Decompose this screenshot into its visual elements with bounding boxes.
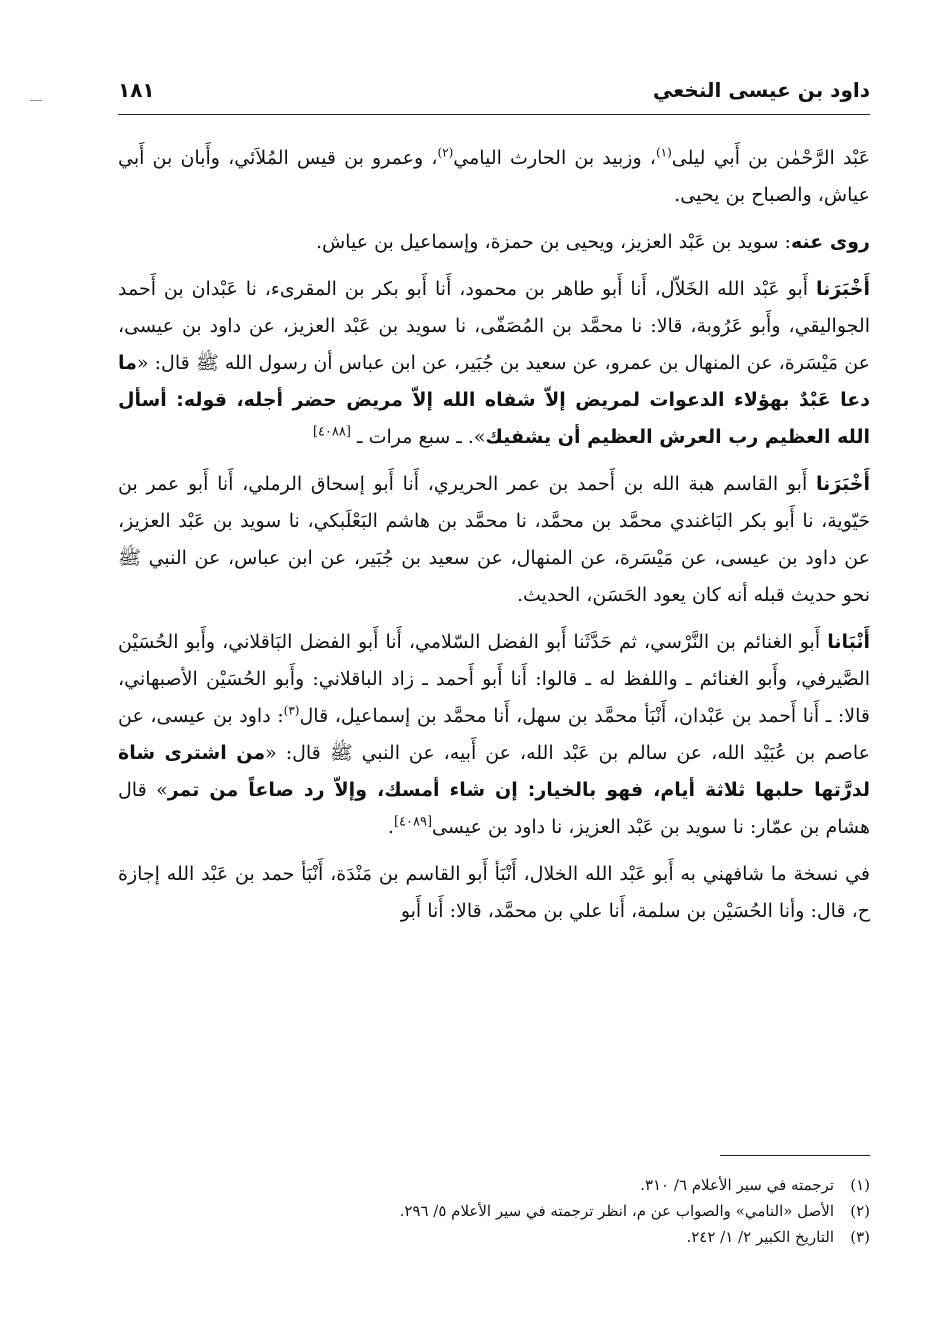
header-rule <box>118 114 870 115</box>
paragraph-hadith-1 <box>118 271 870 456</box>
footnote-rule <box>720 1155 870 1156</box>
paragraph-text: أَبو القاسم هبة الله بن أَحمد بن عمر الحريري، أَنا أَبو إسحاق الرملي، أَنا أَبو عمر بن حَيّوية، نا أَبو بكر البَاغندي محمَّد بن محمَّد، نا محمَّد بن هاشم البَعْلَبكي، نا سويد بن عَبْد العزيز، عن داود بن عيسى، عن مَيْسَرة، عن المنهال، عن سعيد بن جُبَير، عن ابن عباس، عن النبي ﷺ نحو حديث قبله أنه كان يعود الحَسَن، الحديث. <box>118 473 870 606</box>
footnote-1 <box>300 1172 870 1198</box>
hadith-text: من اشترى شاة لدرَّتها حلبها ثلاثة أيام، فهو بالخيار: إن شاء أمسك، وإلاّ رد صاعاً من تمر <box>118 742 870 801</box>
paragraph-students <box>118 224 870 261</box>
footnotes <box>300 1172 870 1250</box>
paragraph-lead: أَخْبَرَنا <box>815 278 870 300</box>
footnote-text: التاريخ الكبير ٢/ ١/ ٢٤٢. <box>686 1228 834 1246</box>
paragraph-hadith-2 <box>118 466 870 614</box>
footnote-number: (٢) <box>850 1202 870 1220</box>
footnote-2 <box>300 1198 870 1224</box>
paragraph-text: في نسخة ما شافهني به أَبو عَبْد الله الخلال، أَنْبَأ أَبو القاسم بن مَنْدَة، أَنْبَأ حمد بن عَبْد الله إجازة ح، قال: وأنا الحُسَيْن بن سلمة، أَنا علي بن محمَّد، قالا: أَنا أَبو <box>118 863 870 922</box>
footnote-ref-1: (١) <box>655 145 672 160</box>
paragraph-text: ». ـ سبع مرات ـ <box>357 426 486 448</box>
footnote-ref-2: (٢) <box>437 145 454 160</box>
paragraph-text: . <box>387 816 394 838</box>
footnote-3 <box>300 1224 870 1250</box>
paragraph-text: : سويد بن عَبْد العزيز، ويحيى بن حمزة، وإسماعيل بن عياش. <box>315 231 791 253</box>
footnote-ref-3: (٣) <box>283 703 300 718</box>
hadith-number: [٤٠٨٨] <box>312 424 351 440</box>
paragraph-lead: أَنْبَانا <box>827 631 870 653</box>
paragraph-text: : داود بن عيسى، عن عاصم بن عُبَيْد الله، عن سالم بن عَبْد الله، عن أَبيه، عن النبي ﷺ قال: « <box>118 705 870 764</box>
paragraph-text: أَبو عَبْد الله الخَلاّل، أَنا أَبو طاهر بن محمود، أَنا أَبو بكر بن المقرىء، نا عَبْدان بن أَحمد الجواليقي، وأَبو عَرُوبة، قالا: نا محمَّد بن المُصَفّى، نا سويد بن عَبْد العزيز، عن داود بن عيسى، عن مَيْسَرة، عن المنهال بن عمرو، عن سعيد بن جُبَير، عن ابن عباس أن رسول الله ﷺ قال: « <box>118 278 870 374</box>
running-title: داود بن عيسى النخعي <box>652 78 870 102</box>
main-text <box>118 140 870 940</box>
paragraph-narrators <box>118 140 870 214</box>
footnote-number: (٣) <box>850 1228 870 1246</box>
paragraph-text: ، وعمرو بن قيس المُلاَئي، وأَبان بن أَبي عياش، والصباح بن يحيى. <box>118 147 870 206</box>
paragraph-hadith-3 <box>118 624 870 846</box>
paragraph-text: عَبْد الرَّحْمٰن بن أَبي ليلى <box>671 147 871 169</box>
page-header <box>118 78 870 114</box>
paragraph-text: » قال هشام بن عمّار: نا سويد بن عَبْد العزيز، نا داود بن عيسى <box>118 779 870 838</box>
hadith-text: ما دعا عَبْدٌ بهؤلاء الدعوات لمريض إلاّ شفاه الله إلاّ مريض حضر أجله، قوله: أسأل الله العظيم رب العرش العظيم أن يشفيك <box>118 352 870 448</box>
footnote-number: (١) <box>850 1176 870 1194</box>
hadith-number: [٤٠٨٩] <box>393 814 433 830</box>
footnote-text: ترجمته في سير الأعلام ٦/ ٣١٠. <box>640 1176 834 1194</box>
margin-mark <box>30 100 42 101</box>
page-number: ١٨١ <box>118 78 155 102</box>
paragraph-transmission <box>118 856 870 930</box>
paragraph-text: ، وزبيد بن الحارث اليامي <box>453 147 656 169</box>
paragraph-text: أَبو الغنائم بن النَّرْسي، ثم حَدَّثَنا أَبو الفضل السّلامي، أَنا أَبو الفضل البَاقلاني، وأَبو الحُسَيْن الصَّيرفي، وأَبو الغنائم ـ واللفظ له ـ قالوا: أَنا أَبو أَحمد ـ زاد الباقلاني: وأَبو الحُسَيْن الأصبهاني، قالا: ـ أَنا أَحمد بن عَبْدان، أَنْبَأ محمَّد بن سهل، أَنا محمَّد بن إسماعيل، قال <box>118 631 870 727</box>
paragraph-lead: أَخْبَرَنا <box>815 473 870 495</box>
paragraph-lead: روى عنه <box>790 231 870 253</box>
footnote-text: الأصل «النامي» والصواب عن م، انظر ترجمته في سير الأعلام ٥/ ٢٩٦. <box>399 1202 834 1220</box>
